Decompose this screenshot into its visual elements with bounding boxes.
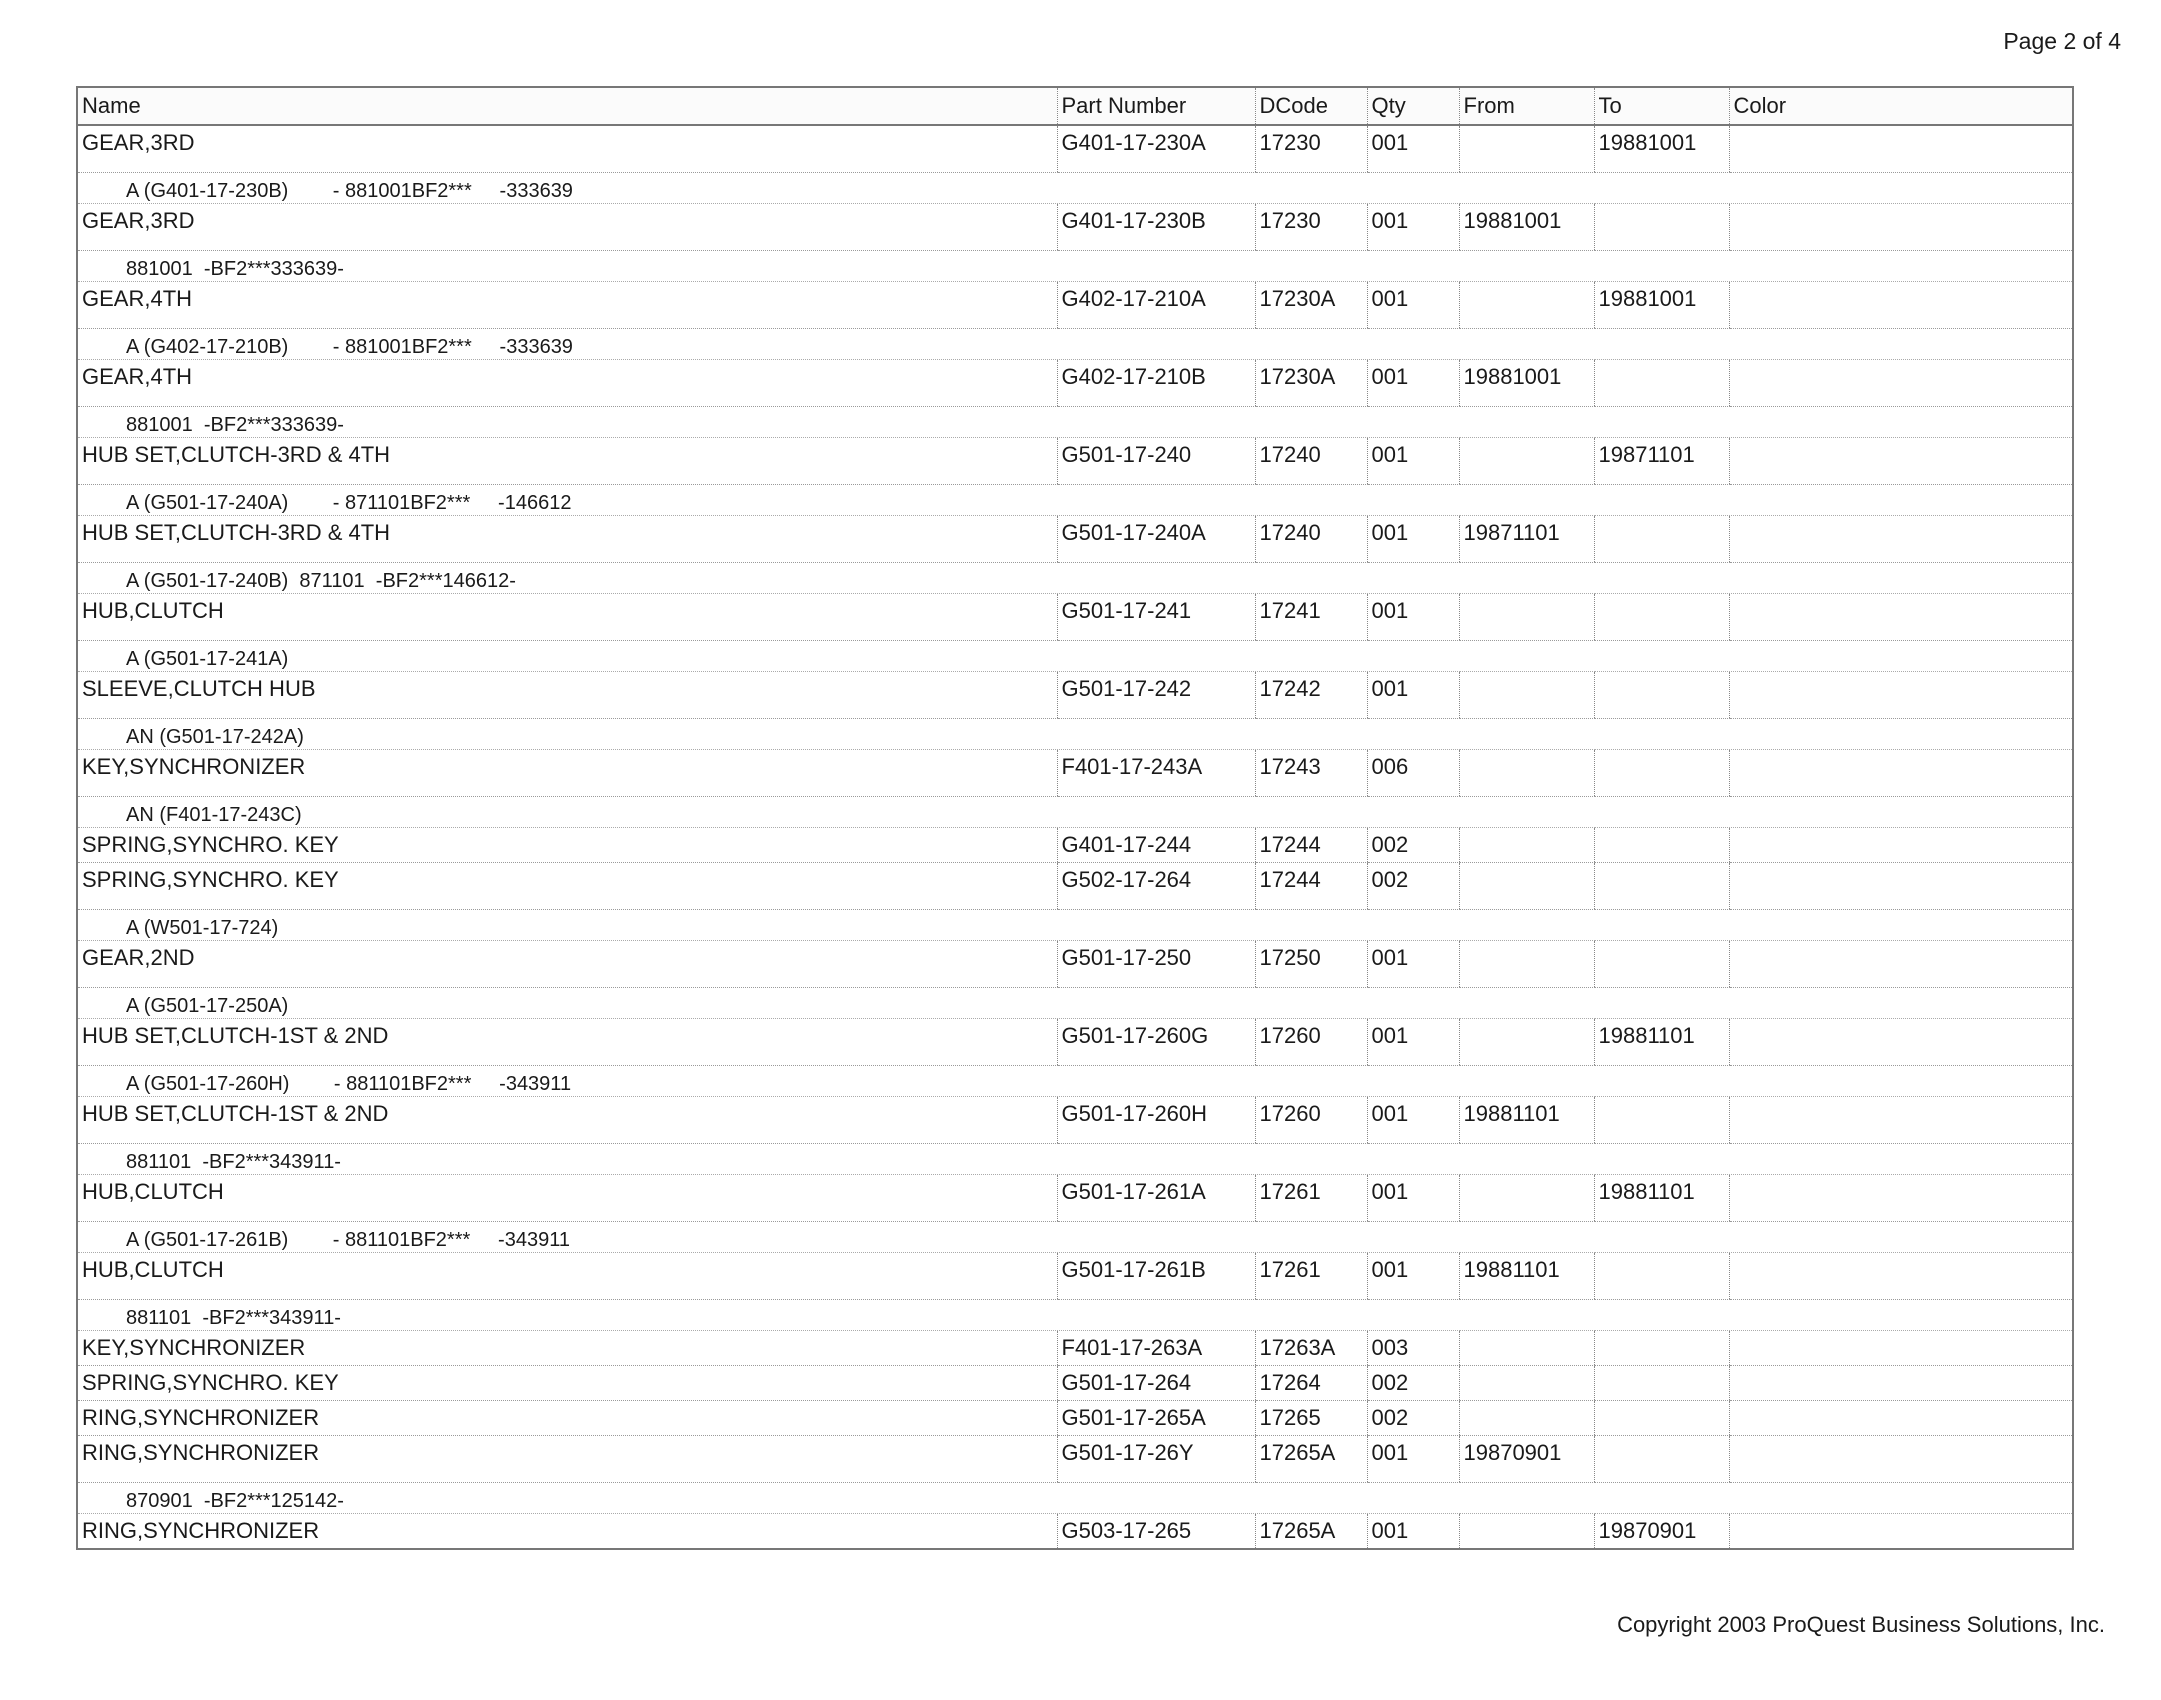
row-note: A (G501-17-241A)	[77, 641, 2073, 672]
cell-to	[1594, 1366, 1729, 1401]
row-note: A (W501-17-724)	[77, 910, 2073, 941]
cell-dcode: 17241	[1255, 594, 1367, 641]
cell-color	[1729, 1175, 2073, 1222]
cell-color	[1729, 863, 2073, 910]
copyright-footer: Copyright 2003 ProQuest Business Solutions, Inc.	[1617, 1612, 2105, 1637]
table-row	[77, 1019, 2073, 1066]
cell-from: 19870901	[1459, 1436, 1594, 1483]
table-row	[77, 1401, 2073, 1436]
cell-qty: 001	[1367, 282, 1459, 329]
cell-qty: 002	[1367, 863, 1459, 910]
row-note: 881001 -BF2***333639-	[77, 407, 2073, 438]
cell-from: 19881001	[1459, 204, 1594, 251]
cell-to: 19881101	[1594, 1019, 1729, 1066]
cell-color	[1729, 941, 2073, 988]
column-header-name: Name	[77, 87, 1057, 125]
note-row	[77, 407, 2073, 438]
cell-name: GEAR,3RD	[77, 204, 1057, 251]
cell-name: GEAR,3RD	[77, 125, 1057, 173]
table-row	[77, 828, 2073, 863]
row-note: A (G401-17-230B) - 881001BF2*** -333639	[77, 173, 2073, 204]
cell-part-number: G401-17-244	[1057, 828, 1255, 863]
column-header-part-number: Part Number	[1057, 87, 1255, 125]
cell-name: SPRING,SYNCHRO. KEY	[77, 863, 1057, 910]
table-row	[77, 360, 2073, 407]
cell-qty: 001	[1367, 594, 1459, 641]
cell-from	[1459, 438, 1594, 485]
cell-dcode: 17230A	[1255, 360, 1367, 407]
cell-qty: 001	[1367, 125, 1459, 173]
cell-from: 19881101	[1459, 1253, 1594, 1300]
cell-qty: 001	[1367, 1175, 1459, 1222]
cell-part-number: G402-17-210B	[1057, 360, 1255, 407]
cell-to	[1594, 594, 1729, 641]
cell-color	[1729, 1514, 2073, 1550]
cell-dcode: 17244	[1255, 863, 1367, 910]
cell-qty: 001	[1367, 1514, 1459, 1550]
row-note: A (G501-17-260H) - 881101BF2*** -343911	[77, 1066, 2073, 1097]
cell-to	[1594, 1097, 1729, 1144]
cell-name: SPRING,SYNCHRO. KEY	[77, 828, 1057, 863]
cell-part-number: G501-17-260G	[1057, 1019, 1255, 1066]
cell-dcode: 17244	[1255, 828, 1367, 863]
cell-part-number: G501-17-260H	[1057, 1097, 1255, 1144]
cell-part-number: G502-17-264	[1057, 863, 1255, 910]
cell-qty: 006	[1367, 750, 1459, 797]
note-row	[77, 251, 2073, 282]
cell-part-number: G402-17-210A	[1057, 282, 1255, 329]
row-note: A (G501-17-240B) 871101 -BF2***146612-	[77, 563, 2073, 594]
cell-from	[1459, 594, 1594, 641]
cell-part-number: G501-17-261B	[1057, 1253, 1255, 1300]
cell-from	[1459, 125, 1594, 173]
cell-color	[1729, 750, 2073, 797]
cell-part-number: G501-17-264	[1057, 1366, 1255, 1401]
cell-to	[1594, 1331, 1729, 1366]
cell-to	[1594, 360, 1729, 407]
cell-qty: 001	[1367, 204, 1459, 251]
cell-qty: 001	[1367, 360, 1459, 407]
cell-from	[1459, 941, 1594, 988]
table-row	[77, 672, 2073, 719]
cell-qty: 002	[1367, 1366, 1459, 1401]
note-row	[77, 1222, 2073, 1253]
table-row	[77, 750, 2073, 797]
cell-from	[1459, 1366, 1594, 1401]
cell-from	[1459, 672, 1594, 719]
row-note: A (G501-17-250A)	[77, 988, 2073, 1019]
cell-color	[1729, 516, 2073, 563]
cell-dcode: 17240	[1255, 516, 1367, 563]
table-row	[77, 204, 2073, 251]
cell-from	[1459, 1175, 1594, 1222]
table-row	[77, 941, 2073, 988]
cell-name: HUB SET,CLUTCH-3RD & 4TH	[77, 516, 1057, 563]
cell-name: HUB SET,CLUTCH-3RD & 4TH	[77, 438, 1057, 485]
table-row	[77, 594, 2073, 641]
cell-part-number: G501-17-240A	[1057, 516, 1255, 563]
cell-color	[1729, 125, 2073, 173]
cell-color	[1729, 360, 2073, 407]
cell-qty: 002	[1367, 828, 1459, 863]
cell-name: SLEEVE,CLUTCH HUB	[77, 672, 1057, 719]
row-note: 881001 -BF2***333639-	[77, 251, 2073, 282]
cell-dcode: 17260	[1255, 1019, 1367, 1066]
cell-dcode: 17265A	[1255, 1436, 1367, 1483]
cell-qty: 001	[1367, 438, 1459, 485]
table-row	[77, 282, 2073, 329]
cell-to	[1594, 750, 1729, 797]
cell-dcode: 17264	[1255, 1366, 1367, 1401]
note-row	[77, 1300, 2073, 1331]
cell-from: 19881101	[1459, 1097, 1594, 1144]
table-row	[77, 1436, 2073, 1483]
note-row	[77, 563, 2073, 594]
cell-part-number: G503-17-265	[1057, 1514, 1255, 1550]
table-row	[77, 516, 2073, 563]
cell-name: HUB SET,CLUTCH-1ST & 2ND	[77, 1019, 1057, 1066]
cell-name: GEAR,2ND	[77, 941, 1057, 988]
cell-to: 19881101	[1594, 1175, 1729, 1222]
cell-from	[1459, 1331, 1594, 1366]
row-note: 881101 -BF2***343911-	[77, 1300, 2073, 1331]
cell-to: 19881001	[1594, 282, 1729, 329]
note-row	[77, 719, 2073, 750]
column-header-qty: Qty	[1367, 87, 1459, 125]
cell-part-number: F401-17-263A	[1057, 1331, 1255, 1366]
cell-to	[1594, 863, 1729, 910]
cell-color	[1729, 672, 2073, 719]
note-row	[77, 173, 2073, 204]
table-header-row	[77, 87, 2073, 125]
cell-part-number: G401-17-230A	[1057, 125, 1255, 173]
row-note: A (G501-17-261B) - 881101BF2*** -343911	[77, 1222, 2073, 1253]
table-row	[77, 863, 2073, 910]
cell-dcode: 17265	[1255, 1401, 1367, 1436]
cell-qty: 003	[1367, 1331, 1459, 1366]
cell-dcode: 17230A	[1255, 282, 1367, 329]
note-row	[77, 910, 2073, 941]
cell-color	[1729, 1436, 2073, 1483]
cell-dcode: 17261	[1255, 1253, 1367, 1300]
cell-color	[1729, 594, 2073, 641]
cell-color	[1729, 438, 2073, 485]
cell-name: HUB SET,CLUTCH-1ST & 2ND	[77, 1097, 1057, 1144]
note-row	[77, 988, 2073, 1019]
row-note: A (G402-17-210B) - 881001BF2*** -333639	[77, 329, 2073, 360]
row-note: A (G501-17-240A) - 871101BF2*** -146612	[77, 485, 2073, 516]
table-row	[77, 1097, 2073, 1144]
note-row	[77, 485, 2073, 516]
cell-dcode: 17240	[1255, 438, 1367, 485]
cell-color	[1729, 1401, 2073, 1436]
cell-dcode: 17261	[1255, 1175, 1367, 1222]
cell-from	[1459, 750, 1594, 797]
cell-qty: 001	[1367, 1436, 1459, 1483]
row-note: AN (F401-17-243C)	[77, 797, 2073, 828]
cell-part-number: G501-17-26Y	[1057, 1436, 1255, 1483]
cell-from	[1459, 1401, 1594, 1436]
cell-qty: 001	[1367, 1097, 1459, 1144]
table-row	[77, 1175, 2073, 1222]
table-row	[77, 1514, 2073, 1550]
cell-name: KEY,SYNCHRONIZER	[77, 750, 1057, 797]
cell-from	[1459, 1019, 1594, 1066]
cell-qty: 001	[1367, 672, 1459, 719]
cell-qty: 001	[1367, 516, 1459, 563]
cell-color	[1729, 1331, 2073, 1366]
cell-name: HUB,CLUTCH	[77, 1175, 1057, 1222]
table-row	[77, 125, 2073, 173]
cell-qty: 001	[1367, 1253, 1459, 1300]
cell-dcode: 17230	[1255, 125, 1367, 173]
cell-name: RING,SYNCHRONIZER	[77, 1401, 1057, 1436]
note-row	[77, 1483, 2073, 1514]
cell-name: GEAR,4TH	[77, 282, 1057, 329]
column-header-color: Color	[1729, 87, 2073, 125]
cell-part-number: G501-17-250	[1057, 941, 1255, 988]
cell-name: HUB,CLUTCH	[77, 1253, 1057, 1300]
cell-color	[1729, 1253, 2073, 1300]
cell-from	[1459, 863, 1594, 910]
cell-qty: 001	[1367, 1019, 1459, 1066]
page-number: Page 2 of 4	[2003, 28, 2121, 54]
cell-part-number: F401-17-243A	[1057, 750, 1255, 797]
cell-name: RING,SYNCHRONIZER	[77, 1436, 1057, 1483]
cell-from	[1459, 1514, 1594, 1550]
cell-dcode: 17250	[1255, 941, 1367, 988]
cell-to: 19881001	[1594, 125, 1729, 173]
column-header-from: From	[1459, 87, 1594, 125]
cell-dcode: 17260	[1255, 1097, 1367, 1144]
note-row	[77, 329, 2073, 360]
cell-to: 19870901	[1594, 1514, 1729, 1550]
column-header-to: To	[1594, 87, 1729, 125]
cell-part-number: G501-17-240	[1057, 438, 1255, 485]
cell-to	[1594, 516, 1729, 563]
cell-to	[1594, 204, 1729, 251]
cell-qty: 001	[1367, 941, 1459, 988]
cell-dcode: 17243	[1255, 750, 1367, 797]
cell-to	[1594, 1436, 1729, 1483]
table-row	[77, 1366, 2073, 1401]
cell-from	[1459, 282, 1594, 329]
table-body	[77, 125, 2073, 1549]
cell-qty: 002	[1367, 1401, 1459, 1436]
parts-table	[76, 86, 2074, 1550]
row-note: 881101 -BF2***343911-	[77, 1144, 2073, 1175]
cell-name: HUB,CLUTCH	[77, 594, 1057, 641]
cell-color	[1729, 828, 2073, 863]
cell-color	[1729, 1097, 2073, 1144]
cell-from: 19881001	[1459, 360, 1594, 407]
cell-to	[1594, 1401, 1729, 1436]
cell-from	[1459, 828, 1594, 863]
cell-from: 19871101	[1459, 516, 1594, 563]
cell-dcode: 17265A	[1255, 1514, 1367, 1550]
cell-color	[1729, 282, 2073, 329]
cell-part-number: G501-17-241	[1057, 594, 1255, 641]
column-header-dcode: DCode	[1255, 87, 1367, 125]
note-row	[77, 797, 2073, 828]
note-row	[77, 1144, 2073, 1175]
cell-to: 19871101	[1594, 438, 1729, 485]
note-row	[77, 1066, 2073, 1097]
cell-name: KEY,SYNCHRONIZER	[77, 1331, 1057, 1366]
row-note: AN (G501-17-242A)	[77, 719, 2073, 750]
cell-name: RING,SYNCHRONIZER	[77, 1514, 1057, 1550]
cell-to	[1594, 672, 1729, 719]
table-row	[77, 438, 2073, 485]
table-row	[77, 1331, 2073, 1366]
cell-to	[1594, 941, 1729, 988]
cell-dcode: 17230	[1255, 204, 1367, 251]
cell-part-number: G501-17-265A	[1057, 1401, 1255, 1436]
cell-name: SPRING,SYNCHRO. KEY	[77, 1366, 1057, 1401]
cell-dcode: 17242	[1255, 672, 1367, 719]
cell-color	[1729, 1366, 2073, 1401]
table-row	[77, 1253, 2073, 1300]
cell-to	[1594, 1253, 1729, 1300]
cell-dcode: 17263A	[1255, 1331, 1367, 1366]
cell-to	[1594, 828, 1729, 863]
cell-part-number: G501-17-261A	[1057, 1175, 1255, 1222]
cell-color	[1729, 204, 2073, 251]
cell-name: GEAR,4TH	[77, 360, 1057, 407]
cell-color	[1729, 1019, 2073, 1066]
note-row	[77, 641, 2073, 672]
cell-part-number: G501-17-242	[1057, 672, 1255, 719]
row-note: 870901 -BF2***125142-	[77, 1483, 2073, 1514]
cell-part-number: G401-17-230B	[1057, 204, 1255, 251]
